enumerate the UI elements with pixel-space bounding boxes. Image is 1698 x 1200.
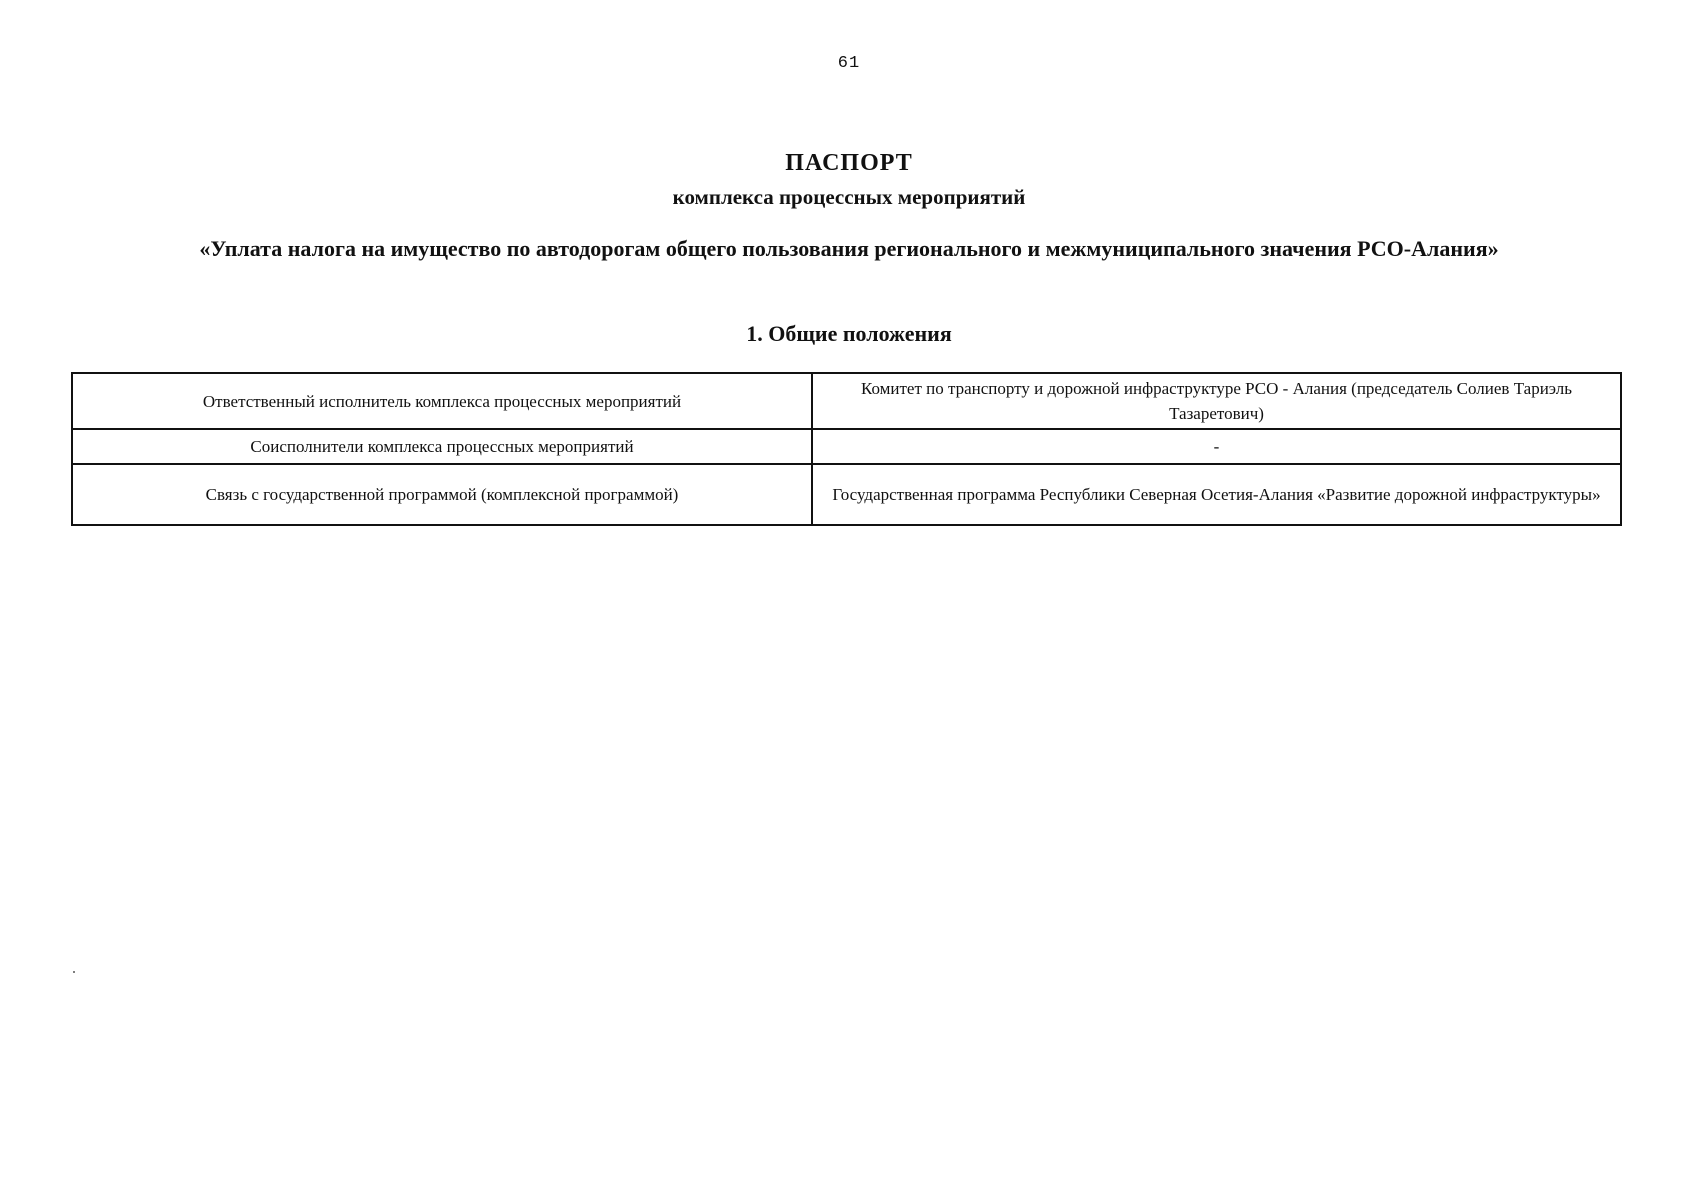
document-title: ПАСПОРТ [785, 150, 913, 176]
row-value-program-link: Государственная программа Республики Северная Осетия-Алания «Развитие дорожной инфраструктуры» [812, 464, 1621, 525]
row-value-responsible-executor: Комитет по транспорту и дорожной инфраструктуре РСО - Алания (председатель Солиев Тариэль Тазаретович) [812, 373, 1621, 429]
table-row [72, 373, 1621, 429]
scan-speck [73, 971, 75, 973]
row-value-co-executors: - [812, 429, 1621, 464]
general-provisions-table [71, 372, 1622, 526]
row-label-responsible-executor: Ответственный исполнитель комплекса процессных мероприятий [72, 373, 812, 429]
table-row [72, 464, 1621, 525]
section-title: 1. Общие положения [746, 321, 952, 346]
table-row [72, 429, 1621, 464]
program-name: «Уплата налога на имущество по автодорогам общего пользования регионального и межмуниципального значения РСО-Алания» [199, 236, 1499, 261]
row-label-program-link: Связь с государственной программой (комплексной программой) [72, 464, 812, 525]
page-number: 61 [837, 54, 861, 73]
row-label-co-executors: Соисполнители комплекса процессных мероприятий [72, 429, 812, 464]
document-subtitle: комплекса процессных мероприятий [672, 185, 1026, 209]
